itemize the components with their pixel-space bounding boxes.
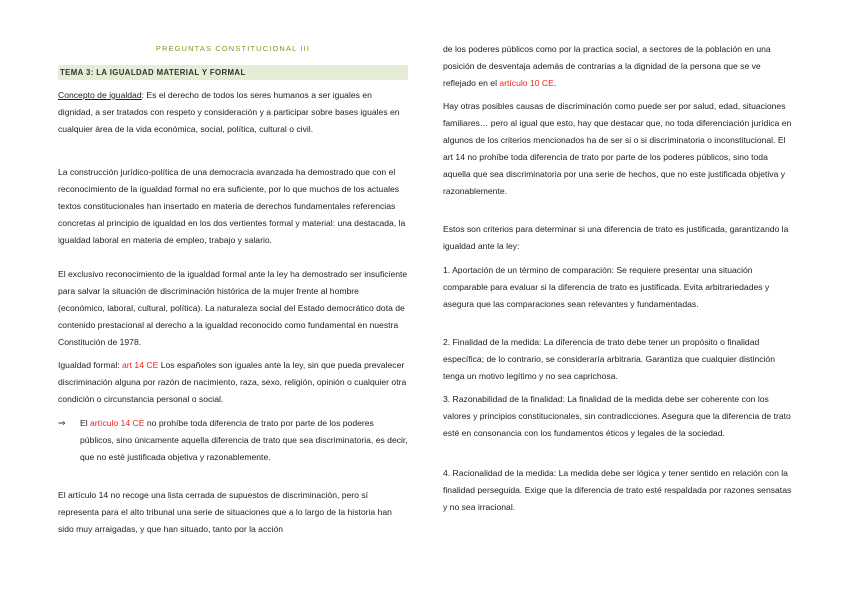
- paragraph-democracy: La construcción jurídico-política de una democracia avanzada ha demostrado que con el reconocimiento de la igualdad formal no era suficiente, por lo que muchos de los actuales textos constitucionales han insertado en materia de derechos fundamentales referencias concretas al principio de igualdad en los dos vertientes formal y material: una destacada, la igualdad laboral en materia de empleo, trabajo y salario.: [58, 167, 406, 245]
- paragraph-article-14: El artículo 14 no recoge una lista cerrada de supuestos de discriminación, pero sí representa para el alto tribunal una serie de situaciones que a lo largo de la historia han sido muy arraigadas, y que han situado, tanto por la acción: [58, 490, 392, 534]
- concept-text: : Es el derecho de todos los seres humanos a ser iguales en dignidad, a ser tratados con respeto y consideración y a participar sobre bases iguales en cualquier área de la vida económica, social, política, cultural o civil.: [58, 90, 400, 134]
- bullet-item: [58, 415, 408, 466]
- bullet-text: [58, 415, 408, 466]
- bullet-body: no prohíbe toda diferencia de trato por parte de los poderes públicos, sino únicamente aquella diferencia de trato que sea discriminatoria, es decir, que no esté justificada objetiva y razonablemente.: [80, 418, 408, 462]
- bullet-pre: El: [80, 418, 91, 428]
- criterion-4: 4. Racionalidad de la medida: La medida debe ser lógica y tener sentido en relación con la finalidad perseguida. Exige que la diferencia de trato esté respaldada por razones sensatas y no sea irracional.: [443, 468, 792, 512]
- criterion-2: 2. Finalidad de la medida: La diferencia de trato debe tener un propósito o finalidad específica; de lo contrario, se consideraría arbitraria. Garantiza que cualquier distinción tenga un motivo legítimo y no sea caprichosa.: [443, 337, 775, 381]
- art-14-ref: art 14 CE: [122, 360, 159, 370]
- paragraph-igualdad-formal: [58, 357, 408, 408]
- paragraph-continuation: [443, 41, 793, 92]
- topic-heading: TEMA 3: LA IGUALDAD MATERIAL Y FORMAL: [58, 65, 408, 80]
- arrow-bullet-icon: ⇒: [58, 418, 66, 428]
- continuation-end: .: [553, 78, 557, 88]
- concept-title: Concepto de igualdad: [58, 90, 142, 100]
- concept-paragraph: [58, 87, 408, 138]
- criterion-1: 1. Aportación de un término de comparación: Se requiere presentar una situación comparable para evaluar si la diferencia de trato es justificada. Evita arbitrariedades y asegura que las comparaciones sean relevantes y fundamentadas.: [443, 265, 770, 309]
- igualdad-formal-label: Igualdad formal:: [58, 360, 123, 370]
- criterion-3: 3. Razonabilidad de la finalidad: La finalidad de la medida debe ser coherente con los valores y principios constitucionales, sin contradicciones. Asegura que la diferencia de trato esté en consonancia con los fundamentos éticos y legales de la sociedad.: [443, 394, 791, 438]
- paragraph-criteria-intro: Estos son criterios para determinar si una diferencia de trato es justificada, garantizando la igualdad ante la ley:: [443, 224, 789, 251]
- articulo-14-ref: artículo 14 CE: [90, 418, 145, 428]
- paragraph-other-causes: Hay otras posibles causas de discriminación como puede ser por salud, edad, situaciones familiares… pero al igual que esto, hay que destacar que, no toda diferenciación jurídica en algunos de los criterios mencionados ha de ser si o si discriminatoria o inconstitucional. El art 14 no prohíbe toda diferencia de trato por parte de los poderes públicos, sino toda aquella que sea discriminatoria por una serie de hechos, que no este justificada objetiva y razonablemente.: [443, 101, 792, 196]
- continuation-text: de los poderes públicos como por la practica social, a sectores de la población en una posición de desventaja además de contrarias a la dignidad de la persona que se ve reflejado en el: [443, 44, 771, 88]
- articulo-10-ref: artículo 10 CE: [499, 78, 554, 88]
- paragraph-formal-equality: El exclusivo reconocimiento de la igualdad formal ante la ley ha demostrado ser insuficiente para salvar la situación de discriminación histórica de la mujer frente al hombre (económico, laboral, cultural, política). La naturaleza social del Estado democrático dota de contenido prestacional al derecho a la igualdad reconocido como fundamental en nuestra Constitución de 1978.: [58, 269, 408, 347]
- document-header: PREGUNTAS CONSTITUCIONAL III: [155, 44, 311, 53]
- igualdad-formal-text: Los españoles son iguales ante la ley, sin que pueda prevalecer discriminación alguna por razón de nacimiento, raza, sexo, religión, opinión o cualquier otra condición o circunstancia personal o social.: [58, 360, 407, 404]
